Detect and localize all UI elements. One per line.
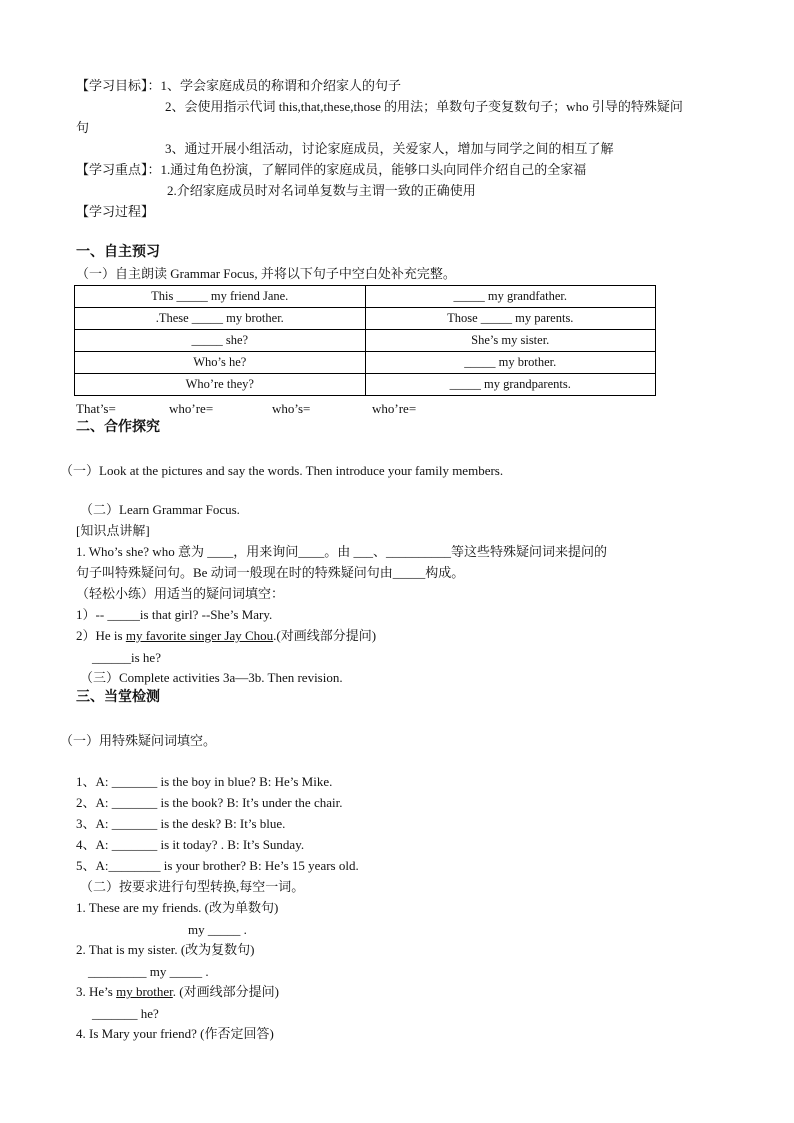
section-3-subtitle-1: （一）用特殊疑问词填空。 <box>60 733 217 748</box>
knowledge-point-1: 1. Who’s she? who 意为 ____，用来询问____。由 ___、__________等这些特殊疑问词来提问的 <box>76 544 607 559</box>
goals-line-4: 3、通过开展小组活动，讨论家庭成员，关爱家人，增加与同学之间的相互了解 <box>165 141 614 156</box>
section-2-part-2: （二）Learn Grammar Focus. <box>80 502 240 517</box>
goals-line-2: 2、会使用指示代词 this,that,these,those 的用法；单数句子变复数句子；who 引导的特殊疑问 <box>165 99 683 114</box>
table-row <box>75 286 656 308</box>
section-2-part-3: （三）Complete activities 3a—3b. Then revision. <box>80 670 343 685</box>
quiz-item-5: 5、A:________ is your brother? B: He’s 15 years old. <box>76 858 359 873</box>
table-cell: _____ my grandparents. <box>365 374 656 396</box>
section-3-subtitle-2: （二）按要求进行句型转换,每空一词。 <box>80 879 305 894</box>
section-3-title: 三、当堂检测 <box>76 690 160 705</box>
contraction-thats: That’s= <box>76 401 116 416</box>
goals-line-1: 【学习目标】：1、学会家庭成员的称谓和介绍家人的句子 <box>76 78 402 93</box>
table-cell: Who’s he? <box>75 352 366 374</box>
knowledge-point-2: 句子叫特殊疑问句。Be 动词一般现在时的特殊疑问句由_____构成。 <box>76 565 465 580</box>
grammar-focus-table <box>74 285 656 396</box>
focus-line-2: 2.介绍家庭成员时对名词单复数与主谓一致的正确使用 <box>167 183 476 198</box>
table-row <box>75 330 656 352</box>
table-cell: This _____ my friend Jane. <box>75 286 366 308</box>
table-cell: Who’re they? <box>75 374 366 396</box>
goals-line-3: 句 <box>76 120 90 135</box>
knowledge-point-label: [知识点讲解] <box>76 523 150 538</box>
underlined-phrase: my brother <box>116 984 173 999</box>
table-cell: Those _____ my parents. <box>365 308 656 330</box>
transform-item-2: 2. That is my sister. (改为复数句) <box>76 942 255 957</box>
table-cell: .These _____ my brother. <box>75 308 366 330</box>
transform-item-3: 3. He’s my brother. (对画线部分提问) <box>76 984 279 999</box>
table-row <box>75 308 656 330</box>
goals-label: 【学习目标】 <box>76 78 148 93</box>
practice-item-1: 1）-- _____is that girl? --She’s Mary. <box>76 607 273 622</box>
transform-item-4: 4. Is Mary your friend? (作否定回答) <box>76 1026 274 1041</box>
section-2-part-1: （一）Look at the pictures and say the words. Then introduce your family members. <box>60 463 504 478</box>
transform-item-2-answer: _________ my _____ . <box>88 964 209 979</box>
section-1-title: 一、自主预习 <box>76 245 160 260</box>
practice-label: （轻松小练）用适当的疑问词填空： <box>76 586 285 601</box>
table-cell: _____ my brother. <box>365 352 656 374</box>
section-2-title: 二、合作探究 <box>76 420 160 435</box>
table-cell: _____ she? <box>75 330 366 352</box>
underlined-phrase: my favorite singer Jay Chou <box>125 628 274 643</box>
table-cell: She’s my sister. <box>365 330 656 352</box>
focus-line-1: 【学习重点】：1.通过角色扮演，了解同伴的家庭成员，能够口头向同伴介绍自己的全家福 <box>76 162 587 177</box>
process-label: 【学习过程】 <box>76 204 155 219</box>
table-row <box>75 352 656 374</box>
table-row <box>75 374 656 396</box>
contraction-whos: who’s= <box>272 401 311 416</box>
contraction-whore: who’re= <box>169 401 214 416</box>
practice-item-2: 2）He is my favorite singer Jay Chou.(对画线部分提问) <box>76 628 377 643</box>
contraction-whore-2: who’re= <box>372 401 417 416</box>
quiz-item-1: 1、A: _______ is the boy in blue? B: He’s Mike. <box>76 774 333 789</box>
quiz-item-2: 2、A: _______ is the book? B: It’s under the chair. <box>76 795 343 810</box>
transform-item-1-answer: my _____ . <box>188 922 247 937</box>
quiz-item-3: 3、A: _______ is the desk? B: It’s blue. <box>76 816 286 831</box>
focus-label: 【学习重点】 <box>76 162 148 177</box>
transform-item-1: 1. These are my friends. (改为单数句) <box>76 900 279 915</box>
transform-item-3-answer: _______ he? <box>92 1006 159 1021</box>
table-cell: _____ my grandfather. <box>365 286 656 308</box>
practice-item-2-answer: ______is he? <box>92 650 161 665</box>
quiz-item-4: 4、A: _______ is it today? . B: It’s Sunday. <box>76 837 305 852</box>
section-1-subtitle: （一）自主朗读 Grammar Focus, 并将以下句子中空白处补充完整。 <box>76 266 456 281</box>
